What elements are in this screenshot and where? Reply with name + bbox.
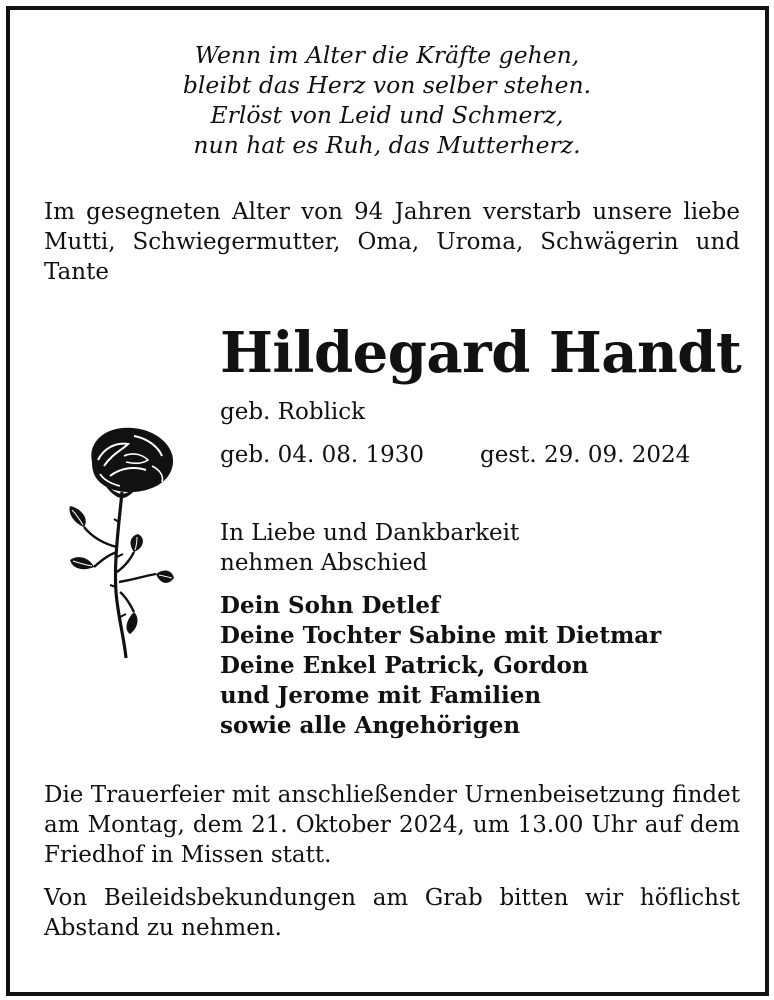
maiden-name: geb. Roblick bbox=[220, 399, 366, 425]
poem bbox=[0, 40, 774, 160]
mourner: Deine Tochter Sabine mit Dietmar bbox=[220, 622, 662, 649]
mourner: sowie alle Angehörigen bbox=[220, 712, 521, 739]
poem-line: Wenn im Alter die Kräfte gehen, bbox=[194, 41, 580, 69]
rose-icon bbox=[64, 422, 182, 662]
mourner: Dein Sohn Detlef bbox=[220, 592, 440, 619]
mourners-list bbox=[220, 591, 661, 741]
mourning-intro-line: nehmen Abschied bbox=[220, 550, 428, 576]
death-date: gest. 29. 09. 2024 bbox=[480, 442, 691, 468]
mourning-intro-line: In Liebe und Dankbarkeit bbox=[220, 520, 520, 546]
mourning-intro bbox=[220, 518, 519, 578]
intro-text: Im gesegneten Alter von 94 Jahren verstarb unsere liebe Mutti, Schwiegermutter, Oma, Uroma, Schwägerin und Tante bbox=[44, 199, 740, 285]
life-dates bbox=[220, 440, 690, 470]
deceased-name: Hildegard Handt bbox=[220, 320, 742, 386]
poem-line: bleibt das Herz von selber stehen. bbox=[182, 71, 592, 99]
poem-line: Erlöst von Leid und Schmerz, bbox=[210, 101, 564, 129]
birth-date: geb. 04. 08. 1930 bbox=[220, 442, 424, 468]
mourner: Deine Enkel Patrick, Gordon bbox=[220, 652, 589, 679]
condolence-note: Von Beileidsbekundungen am Grab bitten wir höflichst Abstand zu nehmen. bbox=[44, 885, 740, 941]
poem-line: nun hat es Ruh, das Mutterherz. bbox=[193, 131, 581, 159]
mourner: und Jerome mit Familien bbox=[220, 682, 542, 709]
funeral-service-text: Die Trauerfeier mit anschließender Urnenbeisetzung findet am Montag, dem 21. Oktober 2024, um 13.00 Uhr auf dem Friedhof in Missen statt. bbox=[44, 782, 740, 868]
